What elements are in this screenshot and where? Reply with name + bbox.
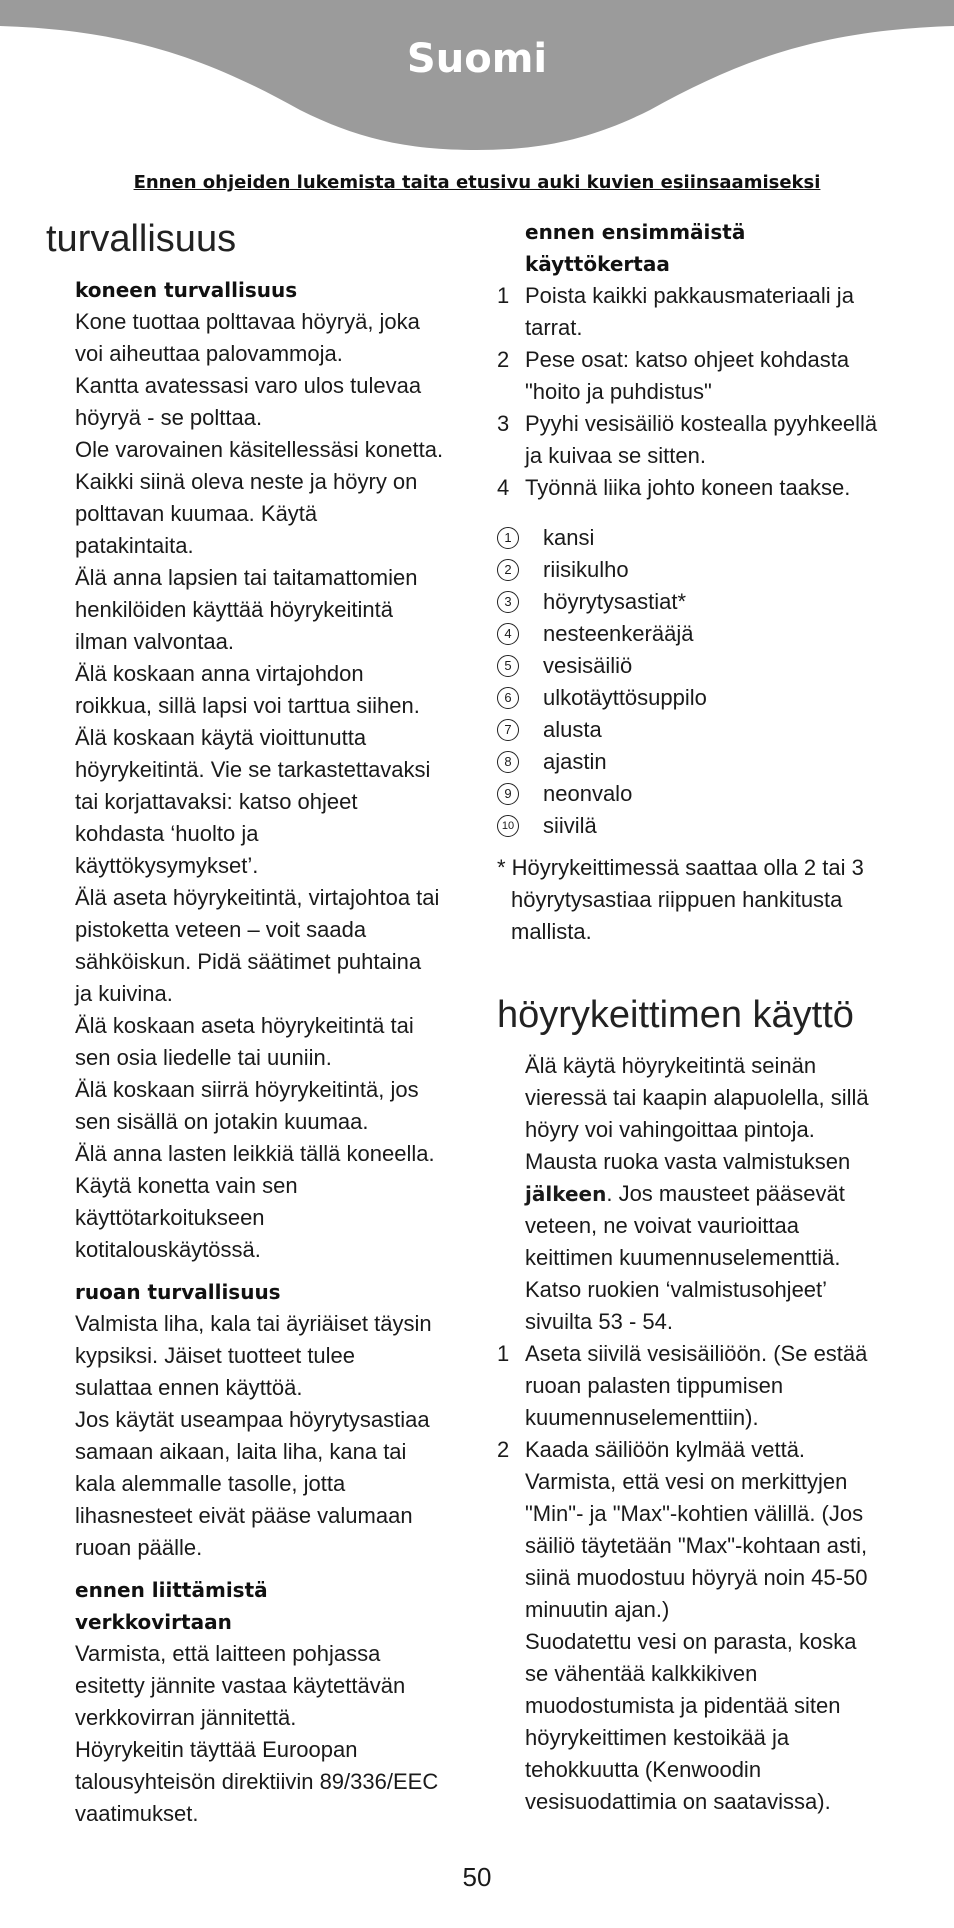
step-text-line: Suodatettu vesi on parasta, koska xyxy=(525,1629,857,1654)
footnote-line3: mallista. xyxy=(511,919,592,944)
part-number-circle: 4 xyxy=(497,623,519,645)
usage-bold-word: jälkeen xyxy=(525,1182,607,1206)
usage-intro xyxy=(497,1050,902,1338)
machine-safety-line: Älä aseta höyrykeitintä, virtajohtoa tai xyxy=(75,885,440,910)
first-use-heading-line1: ennen ensimmäistä xyxy=(525,220,746,244)
machine-safety-line: Älä koskaan siirrä höyrykeitintä, jos xyxy=(75,1077,419,1102)
step-number: 3 xyxy=(497,411,510,436)
part-label: siivilä xyxy=(543,813,597,838)
first-use-step xyxy=(497,344,902,408)
part-item xyxy=(497,714,902,746)
usage-intro-line: Mausta ruoka vasta valmistuksen xyxy=(525,1149,851,1174)
part-label: höyrytysastiat* xyxy=(543,589,687,614)
step-text-line: Pese osat: katso ohjeet kohdasta xyxy=(525,347,850,372)
machine-safety-line: sen osia liedelle tai uuniin. xyxy=(75,1045,332,1070)
part-label: ulkotäyttösuppilo xyxy=(543,685,707,710)
part-item xyxy=(497,682,902,714)
usage-after-bold: . Jos mausteet pääsevät xyxy=(606,1181,845,1206)
part-number-circle: 5 xyxy=(497,655,519,677)
left-column xyxy=(46,216,476,1830)
before-connecting-line: verkkovirran jännitettä. xyxy=(75,1705,297,1730)
usage-intro-line: sivuilta 53 - 54. xyxy=(525,1309,673,1334)
footnote-line1: * Höyrykeittimessä saattaa olla 2 tai 3 xyxy=(497,855,864,880)
machine-safety-line: Kantta avatessasi varo ulos tulevaa xyxy=(75,373,422,398)
machine-safety-line: kohdasta ‘huolto ja xyxy=(75,821,259,846)
usage-step xyxy=(497,1338,902,1434)
before-connecting-line: Varmista, että laitteen pohjassa xyxy=(75,1641,381,1666)
step-number: 2 xyxy=(497,1437,510,1462)
step-text-line: muodostumista ja pidentää siten xyxy=(525,1693,841,1718)
header-band xyxy=(0,0,954,150)
machine-safety-line: Käytä konetta vain sen xyxy=(75,1173,298,1198)
before-connecting-line: vaatimukset. xyxy=(75,1801,199,1826)
machine-safety-line: pistoketta veteen – voit saada xyxy=(75,917,367,942)
machine-safety-block xyxy=(46,274,476,1830)
step-number: 2 xyxy=(497,347,510,372)
part-item xyxy=(497,778,902,810)
first-use-heading-block xyxy=(497,216,902,280)
usage-intro-lines xyxy=(525,1050,902,1178)
step-text-line: "Min"- ja "Max"-kohtien välillä. (Jos xyxy=(525,1501,864,1526)
machine-safety-line: käyttökysymykset’. xyxy=(75,853,259,878)
before-connecting-line: Höyrykeitin täyttää Euroopan xyxy=(75,1737,358,1762)
machine-safety-line: Ole varovainen käsitellessäsi konetta. xyxy=(75,437,444,462)
part-item xyxy=(497,810,902,842)
part-label: riisikulho xyxy=(543,557,629,582)
step-number: 1 xyxy=(497,1341,510,1366)
step-text-line: höyrykeittimen kestoikää ja xyxy=(525,1725,790,1750)
machine-safety-line: Älä anna lapsien tai taitamattomien xyxy=(75,565,418,590)
food-safety-line: samaan aikaan, laita liha, kana tai xyxy=(75,1439,407,1464)
machine-safety-line: kotitalouskäytössä. xyxy=(75,1237,261,1262)
food-safety-line: lihasnesteet eivät pääse valumaan xyxy=(75,1503,413,1528)
machine-safety-line: polttavan kuumaa. Käytä xyxy=(75,501,318,526)
step-number: 1 xyxy=(497,283,510,308)
machine-safety-line: höyrykeitintä. Vie se tarkastettavaksi xyxy=(75,757,431,782)
usage-bold-line xyxy=(525,1178,902,1210)
part-item xyxy=(497,522,902,554)
machine-safety-line: Kone tuottaa polttavaa höyryä, joka xyxy=(75,309,420,334)
step-text-line: ja kuivaa se sitten. xyxy=(525,443,706,468)
first-use-heading-line2: käyttökertaa xyxy=(525,252,670,276)
usage-intro-line: keittimen kuumennuselementtiä. xyxy=(525,1245,841,1270)
parts-list xyxy=(497,522,902,842)
food-safety-line: ruoan päälle. xyxy=(75,1535,203,1560)
step-text-line: Poista kaikki pakkausmateriaali ja xyxy=(525,283,854,308)
before-connecting-heading xyxy=(75,1574,476,1638)
part-label: vesisäiliö xyxy=(543,653,633,678)
machine-safety-line: voi aiheuttaa palovammoja. xyxy=(75,341,343,366)
usage-intro-line: veteen, ne voivat vaurioittaa xyxy=(525,1213,799,1238)
machine-safety-line: roikkua, sillä lapsi voi tarttua siihen. xyxy=(75,693,420,718)
food-safety-heading: ruoan turvallisuus xyxy=(75,1280,281,1304)
step-text-line: ruoan palasten tippumisen xyxy=(525,1373,784,1398)
page-number: 50 xyxy=(462,1862,492,1892)
machine-safety-line: ilman valvontaa. xyxy=(75,629,234,654)
step-text-line: tehokkuutta (Kenwoodin xyxy=(525,1757,762,1782)
step-text-line: tarrat. xyxy=(525,315,583,340)
usage-intro-line: vieressä tai kaapin alapuolella, sillä xyxy=(525,1085,869,1110)
machine-safety-line: höyryä - se polttaa. xyxy=(75,405,263,430)
step-text-line: siinä muodostuu höyryä noin 45-50 xyxy=(525,1565,868,1590)
food-safety-line: Jos käytät useampaa höyrytysastiaa xyxy=(75,1407,430,1432)
page-language-title: Suomi xyxy=(406,36,548,82)
part-number-circle: 8 xyxy=(497,751,519,773)
machine-safety-line: Kaikki siinä oleva neste ja höyry on xyxy=(75,469,418,494)
first-use-step xyxy=(497,408,902,472)
part-item xyxy=(497,650,902,682)
usage-steps xyxy=(497,1338,902,1818)
step-text-line: Varmista, että vesi on merkittyjen xyxy=(525,1469,848,1494)
food-safety-line: kypsiksi. Jäiset tuotteet tulee xyxy=(75,1343,356,1368)
step-text-line: kuumennuselementtiin). xyxy=(525,1405,759,1430)
right-column xyxy=(497,216,902,1818)
step-text-line: "hoito ja puhdistus" xyxy=(525,379,712,404)
machine-safety-line: Älä koskaan aseta höyrykeitintä tai xyxy=(75,1013,414,1038)
before-connecting-heading-line2: verkkovirtaan xyxy=(75,1610,232,1634)
first-use-step xyxy=(497,280,902,344)
machine-safety-heading: koneen turvallisuus xyxy=(75,278,298,302)
machine-safety-line: Älä koskaan käytä vioittunutta xyxy=(75,725,367,750)
usage-step xyxy=(497,1434,902,1818)
food-safety-text xyxy=(75,1308,476,1564)
food-safety-line: Valmista liha, kala tai äyriäiset täysin xyxy=(75,1311,432,1336)
step-text-line: Aseta siivilä vesisäiliöön. (Se estää xyxy=(525,1341,868,1366)
first-use-heading xyxy=(525,216,902,280)
step-text-line: Pyyhi vesisäiliö kostealla pyyhkeellä xyxy=(525,411,878,436)
part-number-circle: 1 xyxy=(497,527,519,549)
usage-intro-line: höyry voi vahingoittaa pintoja. xyxy=(525,1117,815,1142)
first-use-step xyxy=(497,472,902,504)
before-connecting-line: esitetty jännite vastaa käytettävän xyxy=(75,1673,406,1698)
machine-safety-line: patakintaita. xyxy=(75,533,194,558)
part-number-circle: 10 xyxy=(497,815,519,837)
first-use-steps xyxy=(497,280,902,504)
machine-safety-line: käyttötarkoitukseen xyxy=(75,1205,265,1230)
part-number-circle: 3 xyxy=(497,591,519,613)
part-label: kansi xyxy=(543,525,595,550)
machine-safety-line: Älä koskaan anna virtajohdon xyxy=(75,661,364,686)
usage-intro-lines2 xyxy=(525,1210,902,1338)
before-connecting-line: talousyhteisön direktiivin 89/336/EEC xyxy=(75,1769,439,1794)
part-number-circle: 7 xyxy=(497,719,519,741)
part-item xyxy=(497,586,902,618)
step-text-line: se vähentää kalkkikiven xyxy=(525,1661,758,1686)
food-safety-line: sulattaa ennen käyttöä. xyxy=(75,1375,303,1400)
part-item xyxy=(497,618,902,650)
before-connecting-heading-line1: ennen liittämistä xyxy=(75,1578,268,1602)
part-item xyxy=(497,554,902,586)
machine-safety-line: henkilöiden käyttää höyrykeitintä xyxy=(75,597,393,622)
usage-intro-line: Älä käytä höyrykeitintä seinän xyxy=(525,1053,817,1078)
machine-safety-line: Älä anna lasten leikkiä tällä koneella. xyxy=(75,1141,435,1166)
machine-safety-line: ja kuivina. xyxy=(75,981,173,1006)
part-label: neonvalo xyxy=(543,781,633,806)
food-safety-line: kala alemmalle tasolle, jotta xyxy=(75,1471,346,1496)
step-text-line: vesisuodattimia on saatavissa). xyxy=(525,1789,831,1814)
safety-section-title: turvallisuus xyxy=(46,218,237,260)
step-text-line: Työnnä liika johto koneen taakse. xyxy=(525,475,851,500)
machine-safety-text xyxy=(75,306,476,1266)
step-text-line: minuutin ajan.) xyxy=(525,1597,670,1622)
step-text-line: Kaada säiliöön kylmää vettä. xyxy=(525,1437,806,1462)
part-label: nesteenkerääjä xyxy=(543,621,694,646)
step-text-line: säiliö täytetään "Max"-kohtaan asti, xyxy=(525,1533,868,1558)
part-item xyxy=(497,746,902,778)
part-label: alusta xyxy=(543,717,602,742)
step-number: 4 xyxy=(497,475,510,500)
footnote-line2: höyrytysastiaa riippuen hankitusta xyxy=(511,887,843,912)
machine-safety-line: sähköiskun. Pidä säätimet puhtaina xyxy=(75,949,422,974)
machine-safety-line: tai korjattavaksi: katso ohjeet xyxy=(75,789,358,814)
part-number-circle: 2 xyxy=(497,559,519,581)
part-number-circle: 9 xyxy=(497,783,519,805)
fold-out-instruction: Ennen ohjeiden lukemista taita etusivu auki kuvien esiinsaamiseksi xyxy=(133,172,821,193)
part-number-circle: 6 xyxy=(497,687,519,709)
usage-section-title: höyrykeittimen käyttö xyxy=(497,994,854,1036)
part-label: ajastin xyxy=(543,749,607,774)
machine-safety-line: sen sisällä on jotakin kuumaa. xyxy=(75,1109,369,1134)
footnote xyxy=(497,852,902,948)
before-connecting-text xyxy=(75,1638,476,1830)
usage-intro-line: Katso ruokien ‘valmistusohjeet’ xyxy=(525,1277,828,1302)
